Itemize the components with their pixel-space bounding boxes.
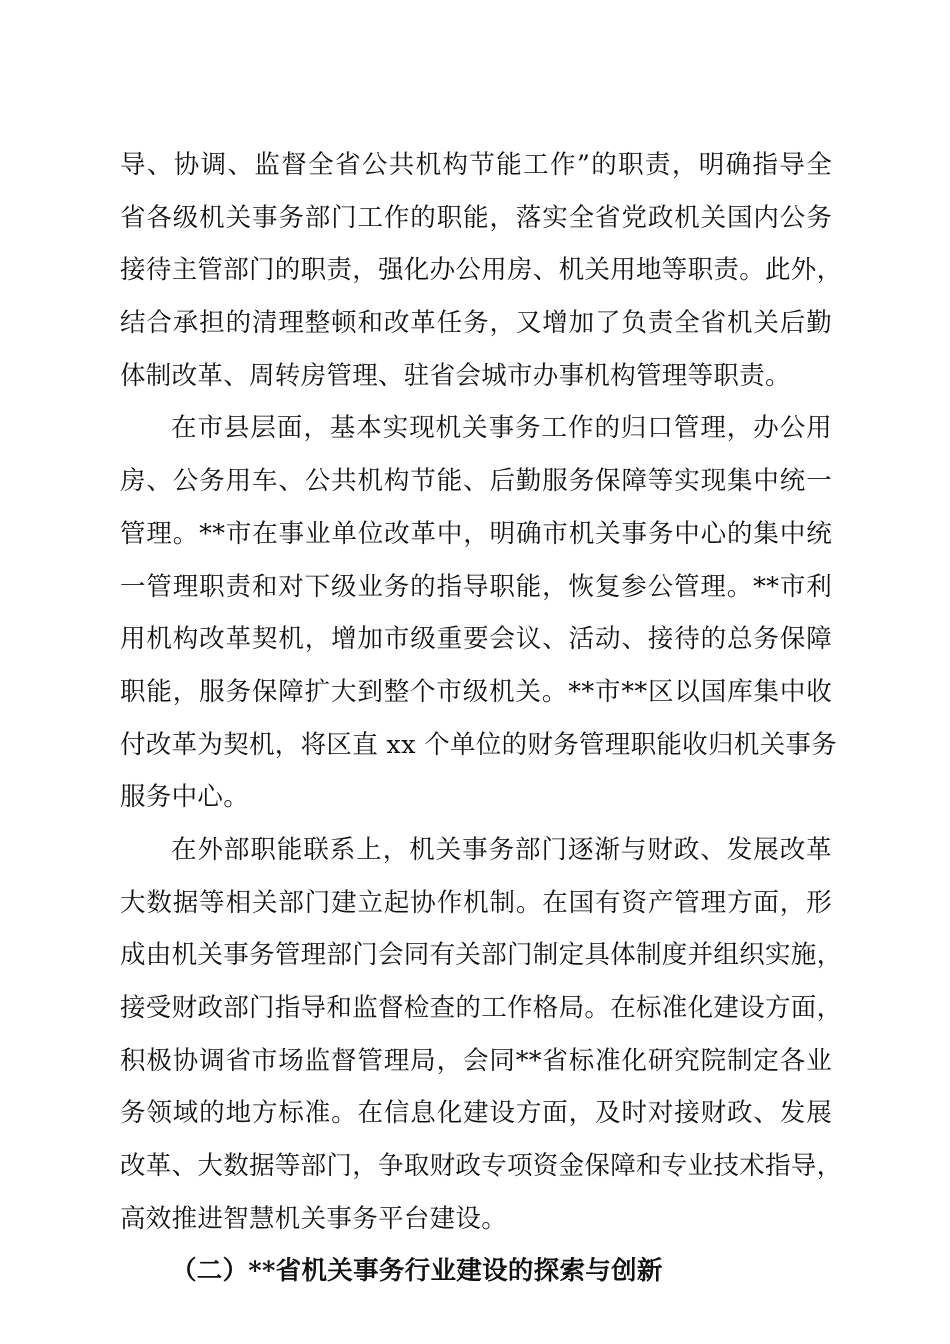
paragraph-line: 体制改革、周转房管理、驻省会城市办事机构管理等职责。 — [120, 360, 791, 391]
paragraph-line: 导、协调、监督全省公共机构节能工作”的职责，明确指导全 — [120, 150, 832, 180]
paragraph-line: 高效推进智慧机关事务平台建设。 — [120, 1203, 508, 1234]
paragraph-line: 积极协调省市场监督管理局，会同**省标准化研究院制定各业 — [120, 1045, 832, 1076]
paragraph-line: 管理。**市在事业单位改革中，明确市机关事务中心的集中统 — [120, 518, 832, 549]
document-page — [120, 145, 843, 1304]
paragraph-line: 职能，服务保障扩大到整个市级机关。**市**区以国库集中收 — [120, 676, 832, 707]
paragraph-line: 服务中心。 — [120, 782, 250, 813]
paragraph-line: 结合承担的清理整顿和改革任务，又增加了负责全省机关后勤 — [120, 308, 832, 339]
section-heading-text: （二）**省机关事务行业建设的探索与创新 — [171, 1256, 663, 1287]
paragraph-line: 成由机关事务管理部门会同有关部门制定具体制度并组织实施， — [120, 940, 843, 971]
paragraph-line: 大数据等相关部门建立起协作机制。在国有资产管理方面，形 — [120, 887, 832, 918]
paragraph-3 — [120, 830, 843, 1252]
paragraph-line: 用机构改革契机，增加市级重要会议、活动、接待的总务保障 — [120, 624, 832, 655]
section-heading — [120, 1251, 832, 1304]
paragraph-line: 一管理职责和对下级业务的指导职能，恢复参公管理。**市利 — [120, 571, 832, 602]
paragraph-line: 付改革为契机，将区直 xx 个单位的财务管理职能收归机关事务 — [120, 729, 837, 760]
paragraph-line: 省各级机关事务部门工作的职能，落实全省党政机关国内公务 — [120, 202, 832, 233]
paragraph-line: 改革、大数据等部门，争取财政专项资金保障和专业技术指导， — [120, 1151, 843, 1182]
paragraph-line: 接待主管部门的职责，强化办公用房、机关用地等职责。此外， — [120, 255, 843, 286]
paragraph-line: 接受财政部门指导和监督检查的工作格局。在标准化建设方面， — [120, 993, 843, 1023]
paragraph-line: 房、公务用车、公共机构节能、后勤服务保障等实现集中统一 — [120, 466, 832, 497]
paragraph-line: 在外部职能联系上，机关事务部门逐渐与财政、发展改革 — [171, 834, 832, 865]
paragraph-2 — [120, 408, 837, 830]
paragraph-1 — [120, 145, 843, 408]
paragraph-line: 务领域的地方标准。在信息化建设方面，及时对接财政、发展 — [120, 1098, 832, 1129]
paragraph-line: 在市县层面，基本实现机关事务工作的归口管理，办公用 — [171, 413, 832, 444]
